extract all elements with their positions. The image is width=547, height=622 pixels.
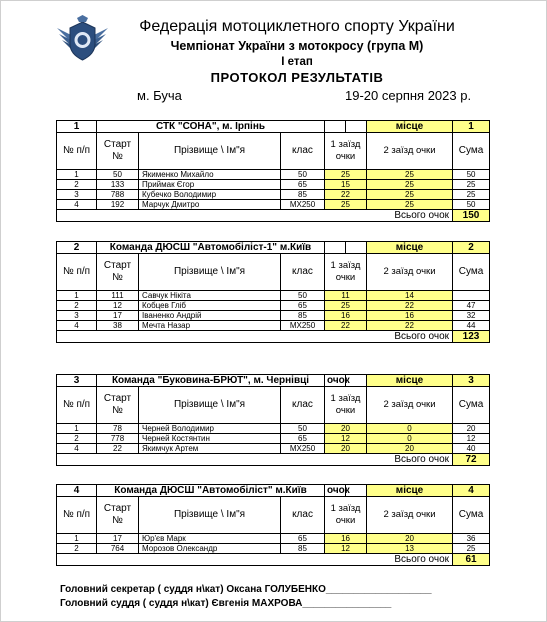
rider-class: 65 <box>281 301 325 311</box>
rider-sum: 25 <box>453 544 490 554</box>
col-race1: 1 заїзд очки <box>325 497 367 534</box>
rider-start: 12 <box>97 301 139 311</box>
rider-start: 22 <box>97 444 139 454</box>
judge-signature-line: Головний суддя ( суддя н\кат) Євгенія МАХРОВА________________ <box>60 598 392 609</box>
secretary-signature-line: Головний секретар ( суддя н\кат) Оксана ГОЛУБЕНКО___________________ <box>60 584 432 595</box>
race2-points: 25 <box>367 170 453 180</box>
rider-sum: 40 <box>453 444 490 454</box>
table-row <box>57 544 490 554</box>
team-results-table <box>56 241 490 343</box>
team-index: 1 <box>57 121 97 133</box>
rider-number: 1 <box>57 170 97 180</box>
place-label: місце <box>367 121 453 133</box>
total-label: Всього очок <box>57 454 453 466</box>
team-index: 3 <box>57 375 97 387</box>
col-name: Прізвище \ Ім"я <box>139 497 281 534</box>
rider-start: 133 <box>97 180 139 190</box>
rider-number: 1 <box>57 424 97 434</box>
rider-name: Мечта Назар <box>139 321 281 331</box>
race2-points: 25 <box>367 200 453 210</box>
team-name: Команда "Буковина-БРЮТ", м. Чернівці <box>97 375 325 387</box>
table-row <box>57 180 490 190</box>
rider-start: 111 <box>97 291 139 301</box>
rider-name: Черней Володимир <box>139 424 281 434</box>
table-row <box>57 444 490 454</box>
race1-points: 16 <box>325 534 367 544</box>
team-place: 2 <box>453 242 490 254</box>
place-label: місце <box>367 485 453 497</box>
rider-name: Якименко Михайло <box>139 170 281 180</box>
col-sum: Сума <box>453 133 490 170</box>
stage-title: І етап <box>281 56 313 68</box>
team-name: СТК "СОНА", м. Ірпінь <box>97 121 325 133</box>
team-total: 150 <box>453 210 490 222</box>
rider-number: 4 <box>57 444 97 454</box>
col-race2: 2 заїзд очки <box>367 497 453 534</box>
race2-points: 16 <box>367 311 453 321</box>
team-blank <box>346 121 367 133</box>
race2-points: 22 <box>367 321 453 331</box>
team-total: 61 <box>453 554 490 566</box>
rider-name: Марчук Дмитро <box>139 200 281 210</box>
rider-start: 38 <box>97 321 139 331</box>
total-label: Всього очок <box>57 331 453 343</box>
col-start: Старт № <box>97 254 139 291</box>
col-sum: Сума <box>453 497 490 534</box>
rider-number: 3 <box>57 190 97 200</box>
rider-sum: 50 <box>453 170 490 180</box>
col-sum: Сума <box>453 387 490 424</box>
race1-points: 20 <box>325 444 367 454</box>
event-dates: 19-20 серпня 2023 р. <box>345 88 472 103</box>
col-race2: 2 заїзд очки <box>367 133 453 170</box>
col-name: Прізвище \ Ім"я <box>139 254 281 291</box>
rider-number: 1 <box>57 534 97 544</box>
race2-points: 20 <box>367 534 453 544</box>
table-row <box>57 301 490 311</box>
protocol-title: ПРОТОКОЛ РЕЗУЛЬТАТІВ <box>210 70 384 85</box>
rider-name: Черней Костянтин <box>139 434 281 444</box>
rider-start: 17 <box>97 534 139 544</box>
rider-start: 778 <box>97 434 139 444</box>
col-race1: 1 заїзд очки <box>325 254 367 291</box>
col-start: Старт № <box>97 497 139 534</box>
team-place: 3 <box>453 375 490 387</box>
race1-points: 12 <box>325 434 367 444</box>
table-row <box>57 170 490 180</box>
total-label: Всього очок <box>57 554 453 566</box>
race1-points: 22 <box>325 190 367 200</box>
team-place: 4 <box>453 485 490 497</box>
team-index: 4 <box>57 485 97 497</box>
team-results-table <box>56 120 490 222</box>
team-extra: очок <box>325 485 346 497</box>
race2-points: 13 <box>367 544 453 554</box>
team-results-table <box>56 484 490 566</box>
rider-number: 2 <box>57 180 97 190</box>
col-race1: 1 заїзд очки <box>325 387 367 424</box>
rider-name: Кобцев Гліб <box>139 301 281 311</box>
rider-number: 2 <box>57 434 97 444</box>
col-class: клас <box>281 387 325 424</box>
rider-start: 764 <box>97 544 139 554</box>
rider-number: 2 <box>57 301 97 311</box>
team-extra <box>325 242 346 254</box>
col-race1: 1 заїзд очки <box>325 133 367 170</box>
rider-class: MX250 <box>281 200 325 210</box>
rider-sum: 20 <box>453 424 490 434</box>
rider-start: 17 <box>97 311 139 321</box>
race2-points: 20 <box>367 444 453 454</box>
table-row <box>57 434 490 444</box>
table-row <box>57 291 490 301</box>
rider-sum: 25 <box>453 180 490 190</box>
race2-points: 14 <box>367 291 453 301</box>
rider-class: MX250 <box>281 444 325 454</box>
col-name: Прізвище \ Ім"я <box>139 387 281 424</box>
team-total: 123 <box>453 331 490 343</box>
col-start: Старт № <box>97 133 139 170</box>
col-sum: Сума <box>453 254 490 291</box>
rider-name: Юр'єв Марк <box>139 534 281 544</box>
place-label: місце <box>367 242 453 254</box>
race1-points: 25 <box>325 200 367 210</box>
table-row <box>57 424 490 434</box>
rider-class: 85 <box>281 311 325 321</box>
championship-title: Чемпіонат України з мотокросу (група М) <box>170 39 424 53</box>
col-race2: 2 заїзд очки <box>367 254 453 291</box>
table-row <box>57 534 490 544</box>
rider-number: 4 <box>57 321 97 331</box>
rider-class: 85 <box>281 544 325 554</box>
place-label: місце <box>367 375 453 387</box>
rider-number: 2 <box>57 544 97 554</box>
rider-name: Савчук Нікіта <box>139 291 281 301</box>
race2-points: 22 <box>367 301 453 311</box>
table-row <box>57 311 490 321</box>
team-extra <box>325 121 346 133</box>
col-class: клас <box>281 254 325 291</box>
rider-name: Морозов Олександр <box>139 544 281 554</box>
col-num: № п/п <box>57 254 97 291</box>
rider-start: 50 <box>97 170 139 180</box>
race1-points: 25 <box>325 301 367 311</box>
race2-points: 25 <box>367 190 453 200</box>
col-num: № п/п <box>57 133 97 170</box>
team-total: 72 <box>453 454 490 466</box>
col-num: № п/п <box>57 497 97 534</box>
rider-class: 50 <box>281 170 325 180</box>
race1-points: 16 <box>325 311 367 321</box>
rider-sum: 25 <box>453 190 490 200</box>
rider-start: 788 <box>97 190 139 200</box>
team-place: 1 <box>453 121 490 133</box>
rider-sum: 12 <box>453 434 490 444</box>
race2-points: 0 <box>367 434 453 444</box>
col-name: Прізвище \ Ім"я <box>139 133 281 170</box>
race1-points: 11 <box>325 291 367 301</box>
rider-name: Іваненко Андрій <box>139 311 281 321</box>
race1-points: 22 <box>325 321 367 331</box>
table-row <box>57 190 490 200</box>
rider-number: 3 <box>57 311 97 321</box>
team-index: 2 <box>57 242 97 254</box>
rider-name: Якимчук Артем <box>139 444 281 454</box>
race1-points: 25 <box>325 170 367 180</box>
rider-sum: 36 <box>453 534 490 544</box>
team-blank <box>346 242 367 254</box>
table-row <box>57 200 490 210</box>
team-results-table <box>56 374 490 466</box>
rider-sum: 44 <box>453 321 490 331</box>
col-race2: 2 заїзд очки <box>367 387 453 424</box>
team-name: Команда ДЮСШ "Автомобіліст" м.Київ <box>97 485 325 497</box>
race1-points: 20 <box>325 424 367 434</box>
rider-number: 1 <box>57 291 97 301</box>
col-class: клас <box>281 133 325 170</box>
rider-sum: 32 <box>453 311 490 321</box>
rider-class: 85 <box>281 190 325 200</box>
race1-points: 12 <box>325 544 367 554</box>
col-num: № п/п <box>57 387 97 424</box>
rider-class: MX250 <box>281 321 325 331</box>
total-label: Всього очок <box>57 210 453 222</box>
table-row <box>57 321 490 331</box>
rider-sum: 50 <box>453 200 490 210</box>
federation-title: Федерація мотоциклетного спорту України <box>139 18 455 35</box>
rider-class: 65 <box>281 434 325 444</box>
rider-class: 50 <box>281 291 325 301</box>
race2-points: 25 <box>367 180 453 190</box>
rider-start: 192 <box>97 200 139 210</box>
rider-number: 4 <box>57 200 97 210</box>
rider-start: 78 <box>97 424 139 434</box>
rider-name: Кубечко Володимир <box>139 190 281 200</box>
rider-class: 65 <box>281 180 325 190</box>
rider-class: 65 <box>281 534 325 544</box>
race2-points: 0 <box>367 424 453 434</box>
race1-points: 15 <box>325 180 367 190</box>
team-extra: очок <box>325 375 346 387</box>
event-city: м. Буча <box>137 88 182 103</box>
rider-sum <box>453 291 490 301</box>
col-class: клас <box>281 497 325 534</box>
team-name: Команда ДЮСШ "Автомобіліст-1" м.Київ <box>97 242 325 254</box>
rider-sum: 47 <box>453 301 490 311</box>
rider-name: Приймак Єгор <box>139 180 281 190</box>
rider-class: 50 <box>281 424 325 434</box>
col-start: Старт № <box>97 387 139 424</box>
